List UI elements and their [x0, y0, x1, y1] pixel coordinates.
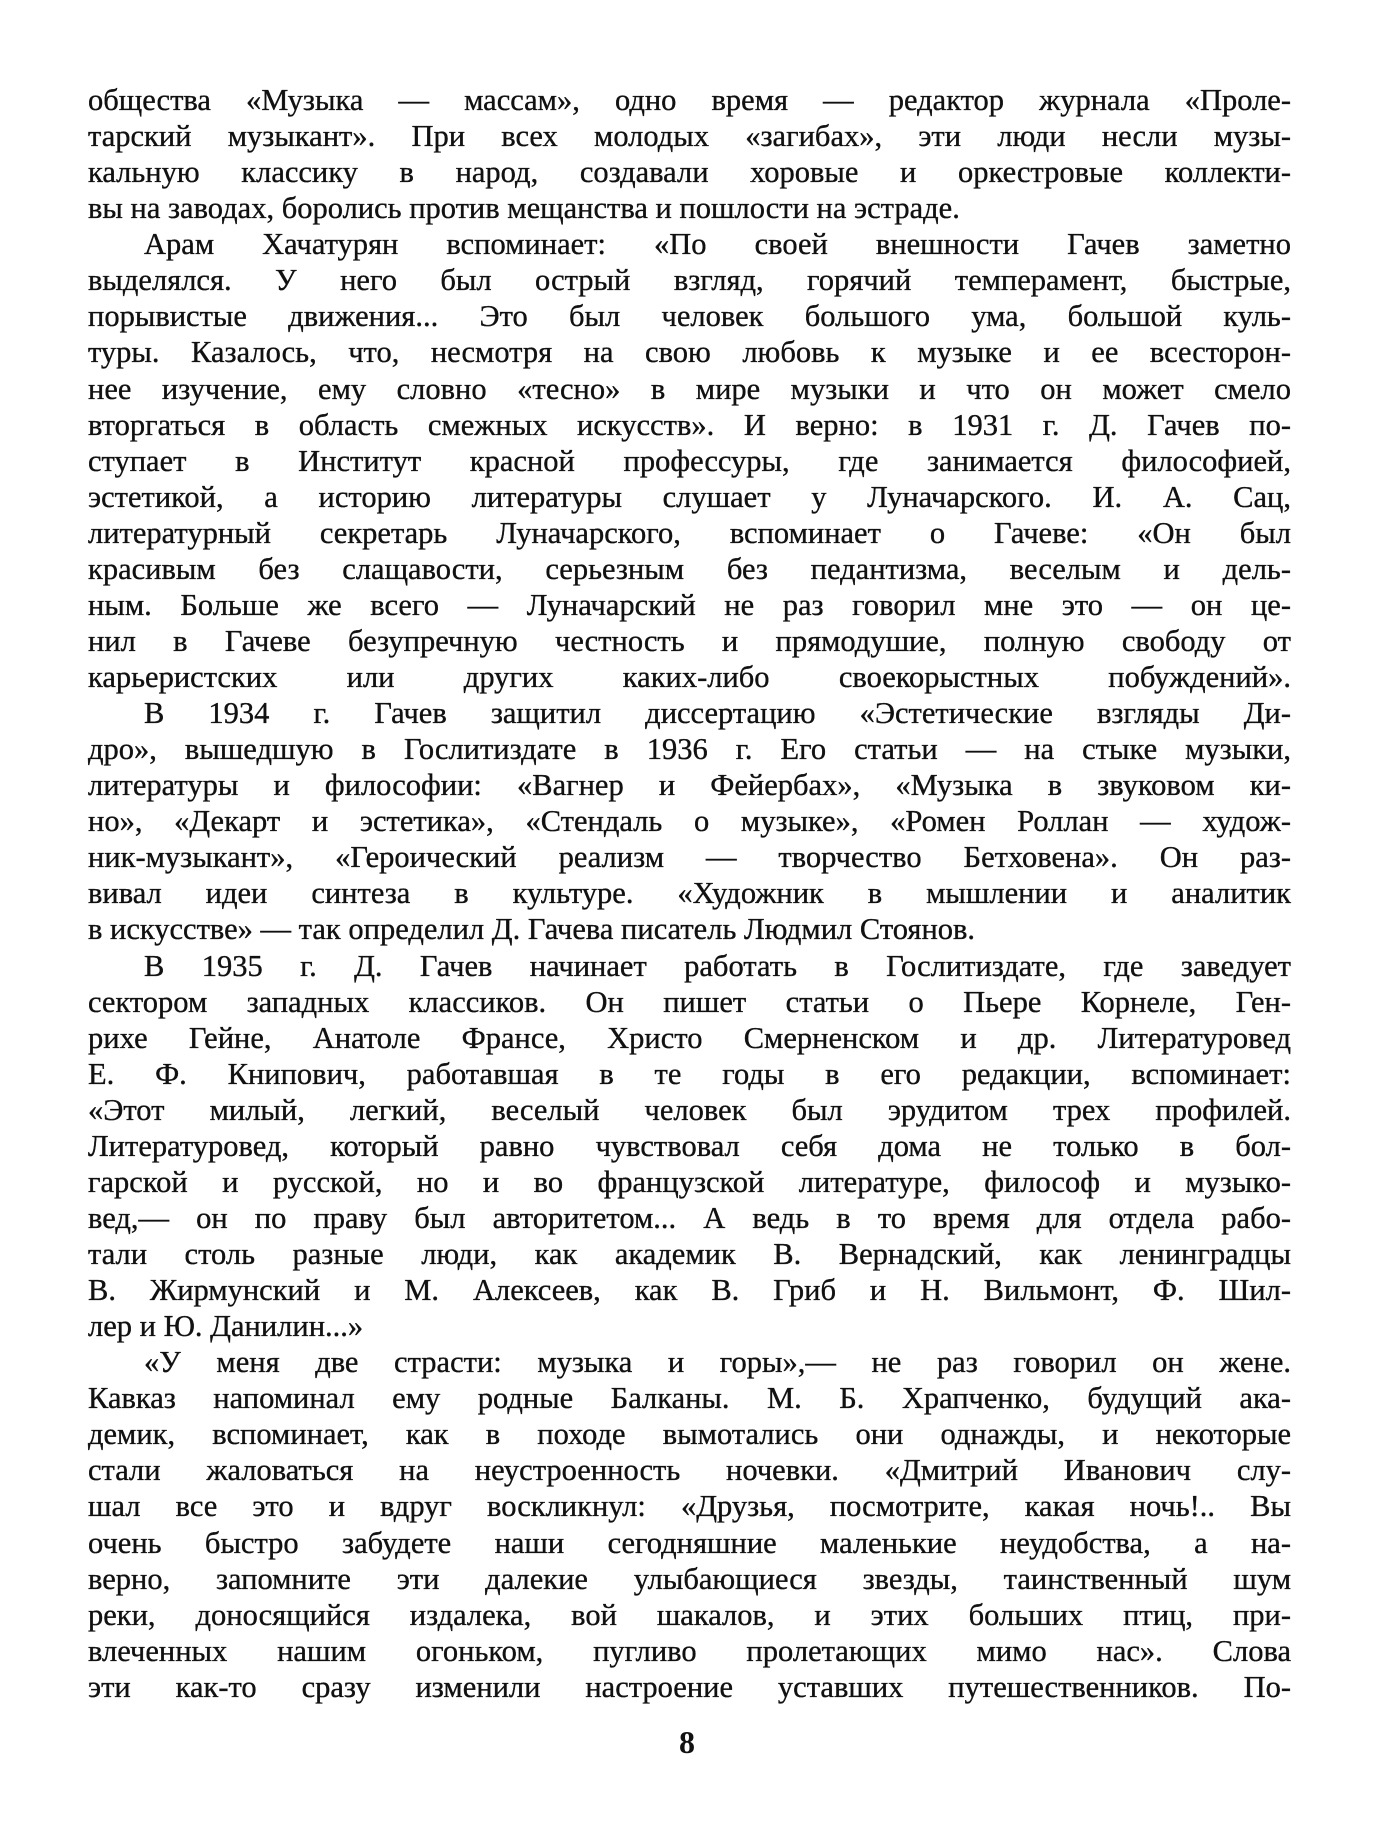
paragraph [88, 226, 1291, 695]
text-line: тали столь разные люди, как академик В. Вернадский, как ленинградцы [88, 1237, 1291, 1271]
text-line: но», «Декарт и эстетика», «Стендаль о музыке», «Ромен Роллан — худож- [88, 804, 1291, 839]
text-line: лер и Ю. Данилин...» [88, 1309, 364, 1344]
text-line: Е. Ф. Книпович, работавшая в те годы в его редакции, вспоминает: [88, 1056, 1291, 1091]
text-line: вы на заводах, боролись против мещанства и пошлости на эстраде. [88, 191, 960, 226]
text-line: В 1935 г. Д. Гачев начинает работать в Гослитиздате, где заведует [144, 948, 1291, 983]
text-line: тарский музыкант». При всех молодых «загибах», эти люди несли музы- [88, 119, 1291, 154]
paragraph [88, 1344, 1291, 1705]
text-line: шал все это и вдруг воскликнул: «Друзья, посмотрите, какая ночь!.. Вы [88, 1489, 1291, 1524]
text-line: вивал идеи синтеза в культуре. «Художник в мышлении и аналитик [88, 876, 1291, 911]
text-line: нее изучение, ему словно «тесно» в мире музыки и что он может смело [88, 371, 1291, 406]
text-line: ступает в Институт красной профессуры, где занимается философией, [88, 443, 1291, 478]
text-line: карьеристских или других каких-либо своекорыстных побуждений». [88, 660, 1291, 694]
text-line: порывистые движения... Это был человек большого ума, большой куль- [88, 299, 1291, 334]
text-line: кальную классику в народ, создавали хоровые и оркестровые коллекти- [88, 155, 1291, 190]
text-line: дро», вышедшую в Гослитиздате в 1936 г. Его статьи — на стыке музыки, [88, 732, 1291, 767]
text-line: общества «Музыка — массам», одно время — редактор журнала «Проле- [88, 83, 1291, 117]
text-line: вед,— он по праву был авторитетом... А ведь в то время для отдела рабо- [88, 1200, 1291, 1235]
text-line: красивым без слащавости, серьезным без педантизма, веселым и дель- [88, 551, 1291, 586]
text-line: реки, доносящийся издалека, вой шакалов, и этих больших птиц, при- [88, 1597, 1291, 1632]
page-number: 8 [679, 1724, 695, 1760]
text-line: верно, запомните эти далекие улыбающиеся звезды, таинственный шум [88, 1561, 1291, 1596]
text-line: Арам Хачатурян вспоминает: «По своей внешности Гачев заметно [144, 227, 1291, 262]
text-line: сектором западных классиков. Он пишет статьи о Пьере Корнеле, Ген- [88, 984, 1291, 1019]
text-line: очень быстро забудете наши сегодняшние маленькие неудобства, а на- [88, 1525, 1291, 1560]
text-line: ник-музыкант», «Героический реализм — творчество Бетховена». Он раз- [88, 840, 1291, 875]
text-line: влеченных нашим огоньком, пугливо пролетающих мимо нас». Слова [88, 1633, 1291, 1668]
text-line: Кавказ напоминал ему родные Балканы. М. Б. Храпченко, будущий ака- [88, 1381, 1291, 1416]
paragraph [88, 695, 1291, 947]
text-line: гарской и русской, но и во французской литературе, философ и музыко- [88, 1164, 1291, 1199]
text-line: туры. Казалось, что, несмотря на свою любовь к музыке и ее всесторон- [88, 335, 1291, 370]
text-line: «Этот милый, легкий, веселый человек был эрудитом трех профилей. [88, 1092, 1291, 1127]
text-line: эстетикой, а историю литературы слушает у Луначарского. И. А. Сац, [88, 479, 1291, 514]
paragraph [88, 948, 1291, 1345]
text-line: стали жаловаться на неустроенность ночевки. «Дмитрий Иванович слу- [88, 1453, 1291, 1488]
text-line: В. Жирмунский и М. Алексеев, как В. Гриб и Н. Вильмонт, Ф. Шил- [88, 1273, 1291, 1308]
text-line: В 1934 г. Гачев защитил диссертацию «Эстетические взгляды Ди- [144, 696, 1291, 731]
text-line: ным. Больше же всего — Луначарский не раз говорил мне это — он це- [88, 587, 1291, 622]
paragraph [88, 82, 1291, 226]
text-line: Литературовед, который равно чувствовал себя дома не только в бол- [88, 1128, 1291, 1163]
text-line: литературы и философии: «Вагнер и Фейербах», «Музыка в звуковом ки- [88, 768, 1291, 803]
text-line: литературный секретарь Луначарского, вспоминает о Гачеве: «Он был [88, 515, 1291, 550]
text-line: «У меня две страсти: музыка и горы»,— не раз говорил он жене. [144, 1345, 1291, 1380]
text-line: демик, вспоминает, как в походе вымотались они однажды, и некоторые [88, 1417, 1291, 1452]
text-line: выделялся. У него был острый взгляд, горячий темперамент, быстрые, [88, 263, 1291, 298]
text-line: рихе Гейне, Анатоле Франсе, Христо Смерненском и др. Литературовед [88, 1020, 1291, 1055]
text-line: нил в Гачеве безупречную честность и прямодушие, полную свободу от [88, 623, 1291, 658]
text-line: вторгаться в область смежных искусств». И верно: в 1931 г. Д. Гачев по- [88, 407, 1291, 442]
text-line: в искусстве» — так определил Д. Гачева писатель Людмил Стоянов. [88, 912, 976, 947]
page-body-text [88, 82, 1291, 1705]
text-line: эти как-то сразу изменили настроение уставших путешественников. По- [88, 1669, 1291, 1704]
